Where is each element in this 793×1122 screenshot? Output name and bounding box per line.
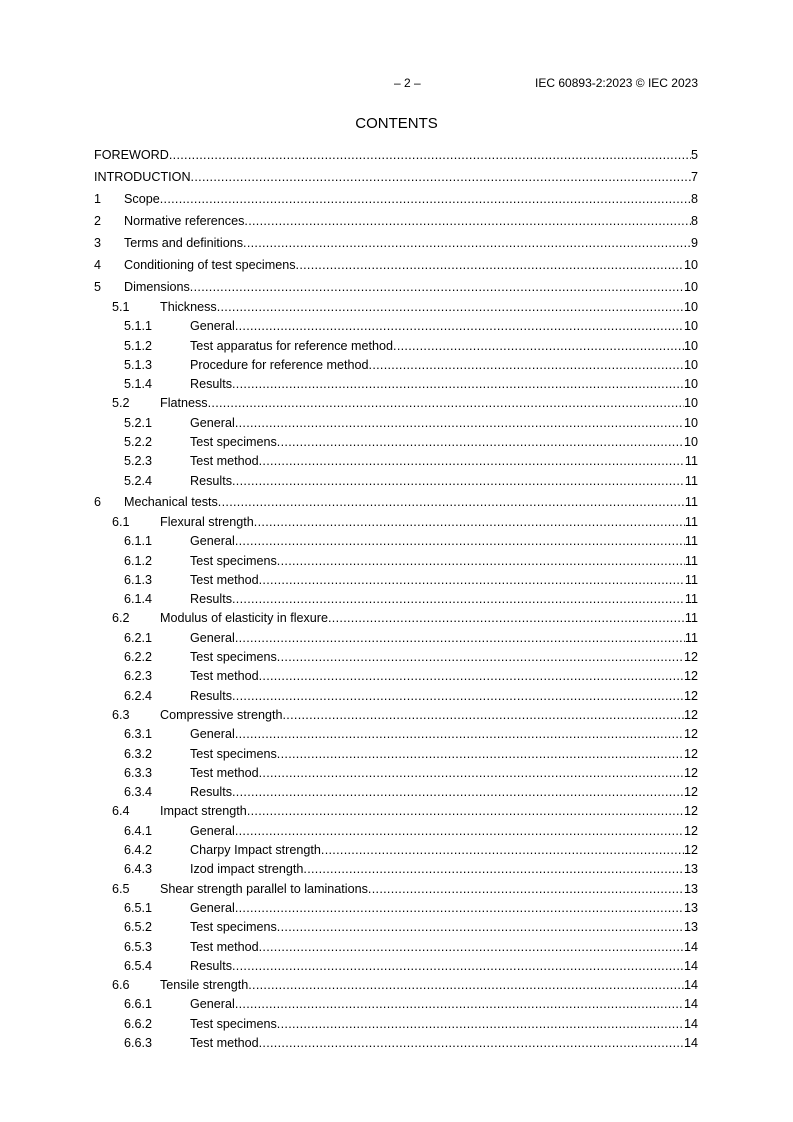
dot-leader	[232, 472, 685, 491]
dot-leader	[259, 764, 684, 783]
toc-entry[interactable]	[94, 938, 698, 957]
toc-entry-title: Charpy Impact strength	[190, 843, 321, 858]
dot-leader	[259, 1034, 684, 1053]
dot-leader	[232, 590, 685, 609]
dot-leader	[259, 452, 685, 471]
toc-entry[interactable]	[94, 822, 698, 841]
dot-leader	[277, 745, 684, 764]
toc-entry-number: 5.1.3	[124, 357, 153, 372]
toc-entry-page: 11	[684, 572, 698, 587]
toc-entry[interactable]	[94, 188, 698, 210]
toc-entry-number: 6.5.2	[124, 920, 153, 935]
toc-entry-page: 10	[683, 319, 698, 334]
toc-entry[interactable]	[94, 513, 698, 532]
dot-leader	[277, 552, 685, 571]
toc-entry[interactable]	[94, 764, 698, 783]
toc-entry-page: 11	[684, 611, 698, 626]
toc-entry-page: 14	[683, 939, 698, 954]
toc-entry-number: 6.2.4	[124, 688, 153, 703]
toc-entry-number: 1	[94, 192, 102, 206]
dot-leader	[369, 356, 684, 375]
toc-entry-title: Results	[190, 688, 232, 703]
toc-entry-page: 7	[690, 170, 698, 184]
toc-entry-page: 10	[683, 338, 698, 353]
toc-entry-number: 6.2.3	[124, 669, 153, 684]
toc-entry-page: 10	[683, 280, 698, 294]
toc-entry-page: 10	[683, 258, 698, 272]
toc-entry-title: Terms and definitions	[124, 236, 244, 250]
toc-entry-number: 5.1	[112, 300, 130, 314]
toc-entry-number: 6.6.2	[124, 1016, 153, 1031]
toc-entry-title: Modulus of elasticity in flexure	[160, 611, 328, 626]
toc-entry[interactable]	[94, 918, 698, 937]
toc-entry-title: Compressive strength	[160, 707, 283, 722]
toc-entry-page: 5	[690, 148, 698, 162]
dot-leader	[160, 188, 691, 210]
toc-entry-title: Test method	[190, 454, 259, 469]
dot-leader	[259, 667, 684, 686]
toc-entry-title: Test specimens	[190, 1016, 277, 1031]
page-number: – 2 –	[394, 76, 421, 90]
toc-entry[interactable]	[94, 166, 698, 188]
toc-entry[interactable]	[94, 1015, 698, 1034]
toc-entry[interactable]	[94, 976, 698, 995]
toc-entry-page: 11	[684, 454, 698, 469]
toc-entry-number: 6.6	[112, 978, 130, 993]
dot-leader	[277, 648, 684, 667]
dot-leader	[321, 841, 684, 860]
dot-leader	[232, 375, 684, 394]
toc-entry-title: INTRODUCTION	[94, 170, 191, 184]
dot-leader	[235, 995, 684, 1014]
table-of-contents	[94, 144, 698, 1053]
toc-entry-number: 6.1.2	[124, 553, 153, 568]
toc-entry-number: 6.6.3	[124, 1035, 153, 1050]
toc-entry-title: Test method	[190, 669, 259, 684]
toc-entry-page: 12	[683, 746, 698, 761]
toc-entry[interactable]	[94, 860, 698, 879]
dot-leader	[259, 571, 685, 590]
toc-entry-number: 6.5.3	[124, 939, 153, 954]
toc-entry-number: 6.3.1	[124, 727, 153, 742]
toc-entry-number: 6.1.1	[124, 534, 153, 549]
toc-entry[interactable]	[94, 571, 698, 590]
toc-entry-title: Dimensions	[124, 280, 190, 294]
toc-entry[interactable]	[94, 802, 698, 821]
toc-entry-title: Conditioning of test specimens	[124, 258, 296, 272]
toc-entry-page: 11	[684, 494, 698, 509]
toc-entry-title: Test method	[190, 572, 259, 587]
toc-entry[interactable]	[94, 375, 698, 394]
dot-leader	[235, 822, 684, 841]
dot-leader	[328, 609, 685, 628]
toc-entry-number: 6.6.1	[124, 997, 153, 1012]
toc-entry[interactable]	[94, 590, 698, 609]
dot-leader	[303, 860, 684, 879]
toc-entry-number: 6.3.4	[124, 785, 153, 800]
toc-entry[interactable]	[94, 298, 698, 317]
toc-entry-title: Procedure for reference method	[190, 357, 369, 372]
toc-entry-page: 14	[683, 997, 698, 1012]
toc-entry-page: 13	[683, 900, 698, 915]
toc-entry-page: 12	[683, 765, 698, 780]
toc-entry-page: 12	[683, 823, 698, 838]
dot-leader	[169, 144, 691, 166]
toc-entry-title: Izod impact strength	[190, 862, 304, 877]
toc-entry-page: 9	[690, 236, 698, 250]
toc-entry-title: Results	[190, 473, 232, 488]
toc-entry[interactable]	[94, 957, 698, 976]
toc-entry-number: 6.3.2	[124, 746, 153, 761]
toc-entry-page: 14	[683, 978, 698, 993]
dot-leader	[208, 394, 684, 413]
contents-title: CONTENTS	[355, 115, 438, 132]
toc-entry-title: Normative references	[124, 214, 245, 228]
dot-leader	[235, 629, 685, 648]
toc-entry-number: 6.2.1	[124, 630, 153, 645]
toc-entry-page: 12	[683, 804, 698, 819]
toc-entry-number: 6.5	[112, 881, 130, 896]
toc-entry[interactable]	[94, 472, 698, 491]
dot-leader	[232, 783, 684, 802]
document-id: IEC 60893-2:2023 © IEC 2023	[535, 76, 698, 90]
toc-entry-number: 5	[94, 280, 102, 294]
toc-entry-number: 5.2.2	[124, 435, 153, 450]
toc-entry[interactable]	[94, 254, 698, 276]
toc-entry-number: 6.3	[112, 707, 130, 722]
toc-entry-number: 6.3.3	[124, 765, 153, 780]
toc-entry-title: General	[190, 727, 235, 742]
toc-entry-page: 11	[684, 630, 698, 645]
toc-entry-title: Impact strength	[160, 804, 247, 819]
toc-entry[interactable]	[94, 394, 698, 413]
dot-leader	[235, 317, 684, 336]
toc-entry-title: General	[190, 900, 235, 915]
toc-entry-page: 8	[690, 214, 698, 228]
toc-entry-page: 13	[683, 881, 698, 896]
toc-entry-number: 6	[94, 494, 102, 509]
toc-entry-number: 5.2.1	[124, 415, 153, 430]
toc-entry-number: 6.2.2	[124, 650, 153, 665]
dot-leader	[191, 166, 691, 188]
toc-entry-title: Shear strength parallel to laminations	[160, 881, 368, 896]
dot-leader	[248, 976, 684, 995]
toc-entry-title: Results	[190, 958, 232, 973]
toc-entry-title: Results	[190, 592, 232, 607]
toc-entry[interactable]	[94, 210, 698, 232]
dot-leader	[232, 687, 684, 706]
toc-entry[interactable]	[94, 880, 698, 899]
toc-entry-title: Test specimens	[190, 553, 277, 568]
toc-entry-title: General	[190, 997, 235, 1012]
toc-entry-title: FOREWORD	[94, 148, 169, 162]
toc-entry-page: 12	[683, 669, 698, 684]
toc-entry-title: General	[190, 415, 235, 430]
dot-leader	[217, 298, 684, 317]
toc-entry-number: 6.5.4	[124, 958, 153, 973]
toc-entry-page: 12	[683, 727, 698, 742]
toc-entry-page: 13	[683, 920, 698, 935]
toc-entry-title: Results	[190, 785, 232, 800]
toc-entry-number: 6.1.4	[124, 592, 153, 607]
toc-entry[interactable]	[94, 629, 698, 648]
dot-leader	[393, 337, 684, 356]
toc-entry-page: 11	[684, 592, 698, 607]
dot-leader	[190, 276, 684, 298]
toc-entry[interactable]	[94, 317, 698, 336]
toc-entry[interactable]	[94, 687, 698, 706]
toc-entry-title: Test method	[190, 939, 259, 954]
dot-leader	[243, 232, 691, 254]
toc-entry-number: 5.2.3	[124, 454, 153, 469]
toc-entry-number: 5.1.1	[124, 319, 153, 334]
dot-leader	[254, 513, 685, 532]
dot-leader	[235, 899, 684, 918]
dot-leader	[244, 210, 691, 232]
toc-entry-page: 13	[683, 862, 698, 877]
toc-entry[interactable]	[94, 452, 698, 471]
dot-leader	[283, 706, 684, 725]
toc-entry[interactable]	[94, 725, 698, 744]
dot-leader	[247, 802, 684, 821]
toc-entry-title: Test specimens	[190, 920, 277, 935]
toc-entry-page: 11	[684, 473, 698, 488]
toc-entry[interactable]	[94, 783, 698, 802]
page-header	[94, 76, 698, 92]
toc-entry[interactable]	[94, 1034, 698, 1053]
dot-leader	[277, 433, 684, 452]
toc-entry[interactable]	[94, 491, 698, 513]
toc-entry-page: 12	[683, 688, 698, 703]
toc-entry[interactable]	[94, 841, 698, 860]
toc-entry-number: 5.1.4	[124, 377, 153, 392]
toc-entry-number: 5.2.4	[124, 473, 153, 488]
toc-entry-page: 10	[683, 435, 698, 450]
toc-entry[interactable]	[94, 356, 698, 375]
toc-entry-number: 6.4.2	[124, 843, 153, 858]
toc-entry[interactable]	[94, 648, 698, 667]
toc-entry-number: 4	[94, 258, 102, 272]
toc-entry[interactable]	[94, 276, 698, 298]
dot-leader	[232, 957, 684, 976]
toc-entry-number: 2	[94, 214, 102, 228]
toc-entry-title: Test apparatus for reference method	[190, 338, 394, 353]
toc-entry-page: 10	[683, 396, 698, 411]
toc-entry[interactable]	[94, 552, 698, 571]
toc-entry[interactable]	[94, 232, 698, 254]
dot-leader	[277, 918, 684, 937]
toc-entry-page: 14	[683, 1035, 698, 1050]
dot-leader	[277, 1015, 684, 1034]
toc-entry-page: 11	[684, 534, 698, 549]
toc-entry[interactable]	[94, 745, 698, 764]
toc-entry-title: Test method	[190, 1035, 259, 1050]
toc-entry-page: 12	[683, 707, 698, 722]
toc-entry[interactable]	[94, 667, 698, 686]
toc-entry[interactable]	[94, 706, 698, 725]
toc-entry-page: 14	[683, 1016, 698, 1031]
toc-entry-page: 10	[683, 377, 698, 392]
toc-entry[interactable]	[94, 337, 698, 356]
dot-leader	[235, 532, 685, 551]
toc-entry[interactable]	[94, 433, 698, 452]
toc-entry-page: 14	[683, 958, 698, 973]
toc-entry[interactable]	[94, 995, 698, 1014]
dot-leader	[235, 414, 684, 433]
toc-entry-number: 3	[94, 236, 102, 250]
toc-entry-number: 6.1.3	[124, 572, 153, 587]
toc-entry-title: Test specimens	[190, 650, 277, 665]
toc-entry-title: Flexural strength	[160, 514, 254, 529]
toc-entry[interactable]	[94, 414, 698, 433]
toc-entry-title: General	[190, 823, 235, 838]
toc-entry-page: 12	[683, 785, 698, 800]
dot-leader	[235, 725, 684, 744]
toc-entry-title: Test method	[190, 765, 259, 780]
toc-entry-title: Results	[190, 377, 232, 392]
toc-entry-page: 10	[683, 415, 698, 430]
toc-entry-number: 5.1.2	[124, 338, 153, 353]
toc-entry-page: 8	[690, 192, 698, 206]
toc-entry-number: 6.5.1	[124, 900, 153, 915]
toc-entry-title: Tensile strength	[160, 978, 249, 993]
toc-entry-page: 10	[683, 357, 698, 372]
toc-entry-number: 5.2	[112, 396, 130, 411]
toc-entry-title: Thickness	[160, 300, 217, 314]
toc-entry-page: 12	[683, 843, 698, 858]
toc-entry-title: Test specimens	[190, 435, 277, 450]
toc-entry[interactable]	[94, 532, 698, 551]
toc-entry-title: General	[190, 319, 235, 334]
toc-entry[interactable]	[94, 899, 698, 918]
toc-entry-page: 12	[683, 650, 698, 665]
toc-entry-number: 6.4	[112, 804, 130, 819]
toc-entry-title: General	[190, 534, 235, 549]
toc-entry-title: Test specimens	[190, 746, 277, 761]
dot-leader	[259, 938, 684, 957]
toc-entry-number: 6.4.3	[124, 862, 153, 877]
dot-leader	[368, 880, 684, 899]
toc-entry-number: 6.4.1	[124, 823, 153, 838]
toc-entry-title: Flatness	[160, 396, 208, 411]
dot-leader	[218, 491, 685, 513]
toc-entry-number: 6.2	[112, 611, 130, 626]
dot-leader	[296, 254, 684, 276]
toc-entry-title: Scope	[124, 192, 160, 206]
toc-entry[interactable]	[94, 144, 698, 166]
toc-entry-title: Mechanical tests	[124, 494, 218, 509]
toc-entry-number: 6.1	[112, 514, 130, 529]
toc-entry[interactable]	[94, 609, 698, 628]
toc-entry-page: 11	[684, 514, 698, 529]
toc-entry-page: 11	[684, 553, 698, 568]
toc-entry-page: 10	[683, 300, 698, 314]
toc-entry-title: General	[190, 630, 235, 645]
